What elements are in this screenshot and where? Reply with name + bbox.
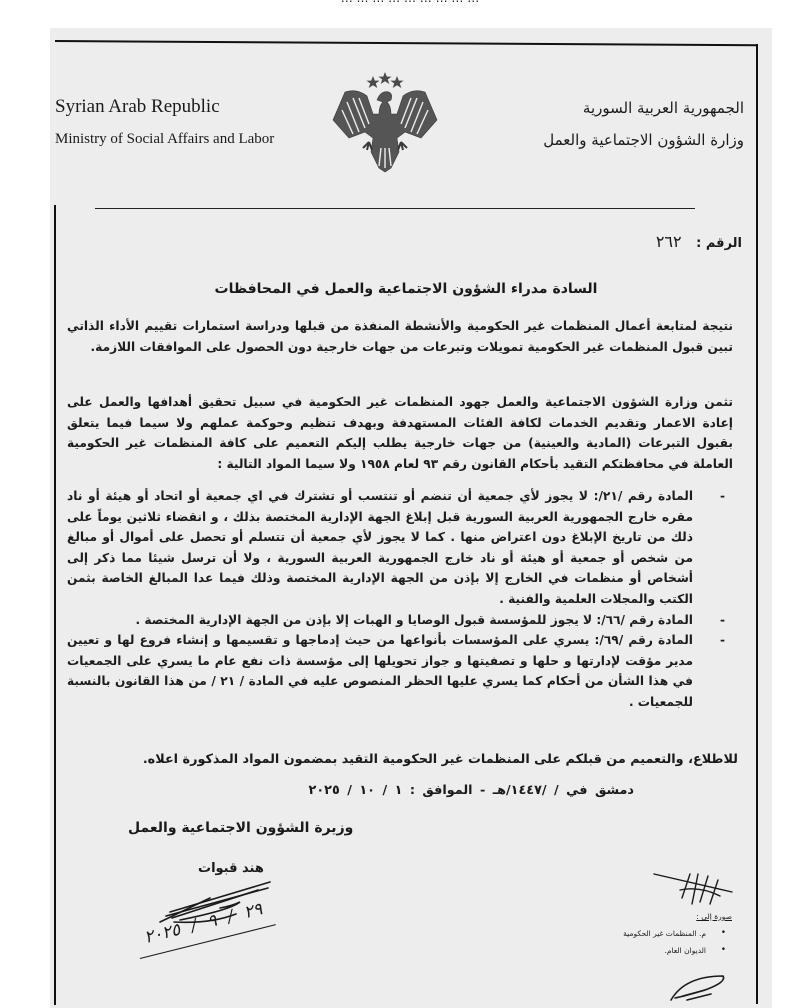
initials-signature-icon: [650, 870, 735, 912]
document-frame-right-border: [756, 44, 758, 1004]
header-country-en: Syrian Arab Republic: [55, 96, 220, 117]
body-paragraph-1: نتيجة لمتابعة أعمال المنظمات غير الحكومية والأنشطة المنفذة من قبلها ودراسة استمارات تقييم الأداء الذاتي تبين قبول المنظمات غير الحكومية تمويلات وتبرعات من جهات خارجية دون الحصول على الموافقات اللازمة.: [67, 319, 733, 354]
signer-name: هند قبوات: [198, 861, 264, 876]
handwritten-date: ٢٩ / ٩ / ٢٠٢٥: [131, 889, 276, 959]
reference-label: الرقم :: [696, 236, 742, 251]
cropped-previous-text: [150, 0, 670, 5]
law-article-text: المادة رقم /٢١/: لا يجوز لأي جمعية أن تنضم أو تنتسب أو تشترك في اي جمعية أو اتحاد أو هيئة أو ناد مقره خارج الجمهورية العربية السورية قبل إبلاغ الجهة الإدارية المختصة بذلك ، و انقضاء ثلاثين يوماً على ذلك من تاريخ الإبلاغ دون اعتراض منها . كما لا يجوز لأي جمعية أن تتسلم أو تحصل على أموال أو مبالغ من شخص أو جمعية أو هيئة أو ناد خارج الجمهورية العربية السورية ، ولا أن ترسل شيئا مما ذكر إلى أشخاص أو منظمات في الخارج إلا بإذن من الجهة الإدارية المختصة وذلك فيما عدا المبالغ الخاصة بثمن الكتب والمجلات العلمية والفنية .: [67, 489, 693, 606]
law-article-item: [67, 630, 733, 712]
law-article-text: المادة رقم /٦٩/: يسري على المؤسسات بأنواعها من حيث إدماجها و تقسيمها و إنشاء فروع لها و تعيين مدير مؤقت لإدارتها و حلها و تصفيتها و جواز تحويلها إلى مؤسسة ذات نفع عام ما يسري على الجمعيات في هذا الشأن من أحكام كما يسري عليها الحظر المنصوص عليه في المادة / ٢١ / من هذا القانون بالنسبة للجمعيات .: [67, 633, 693, 709]
closing-instruction: للاطلاع، والتعميم من قبلكم على المنظمات غير الحكومية التقيد بمضمون المواد المذكورة اعلاه.: [142, 752, 738, 767]
document-frame-left-border: [54, 205, 56, 1005]
header-ministry-ar: وزارة الشؤون الاجتماعية والعمل: [543, 131, 744, 149]
stars-icon: [366, 72, 403, 88]
law-articles-list: [67, 486, 733, 713]
copies-to-item: • الديوان العام.: [623, 942, 726, 959]
addressee-heading: السادة مدراء الشؤون الاجتماعية والعمل في المحافظات: [214, 281, 598, 297]
list-dash: -: [719, 612, 725, 627]
reference-number: [656, 232, 742, 251]
law-article-text: المادة رقم /٦٦/: لا يجوز للمؤسسة قبول الوصايا و الهبات إلا بإذن من الجهة الإدارية المختصة .: [135, 612, 693, 627]
copies-to-item: • م. المنظمات غير الحكومية: [623, 925, 726, 942]
header-country-ar: الجمهورية العربية السورية: [582, 99, 744, 117]
body-paragraph-2: تثمن وزارة الشؤون الاجتماعية والعمل جهود المنظمات غير الحكومية في سبيل تحقيق أهدافها والعمل على إعادة الاعمار وتقديم الخدمات لكافة الفئات المستهدفة وبهدف تنظيم وحوكمة عملهم ولا سيما فيما يتعلق بقبول التبرعات (المادية والعينية) من جهات خارجية يطلب إليكم التعميم على كافة المنظمات غير الحكومية العاملة في محافظتكم التقيد بأحكام القانون رقم ٩٣ لعام ١٩٥٨ ولا سيما المواد التالية :: [67, 395, 733, 471]
date-line: دمشق في / /١٤٤٧/هـ - الموافق : ١ / ١٠ / ٢٠٢٥: [308, 783, 634, 798]
copies-to-list: [623, 925, 726, 959]
list-dash: -: [719, 633, 725, 648]
reference-value: ٢٦٢: [655, 232, 682, 251]
law-article-item: [67, 610, 733, 631]
list-dash: -: [719, 489, 725, 503]
header-divider: [95, 208, 695, 209]
header-ministry-en: Ministry of Social Affairs and Labor: [55, 131, 275, 147]
eagle-emblem-icon: [325, 62, 445, 174]
initials-signature-icon: [665, 972, 730, 1002]
copies-to-label: صورة إلى :: [696, 912, 732, 921]
signer-title: وزيرة الشؤون الاجتماعية والعمل: [128, 820, 354, 836]
law-article-item: [67, 486, 733, 610]
